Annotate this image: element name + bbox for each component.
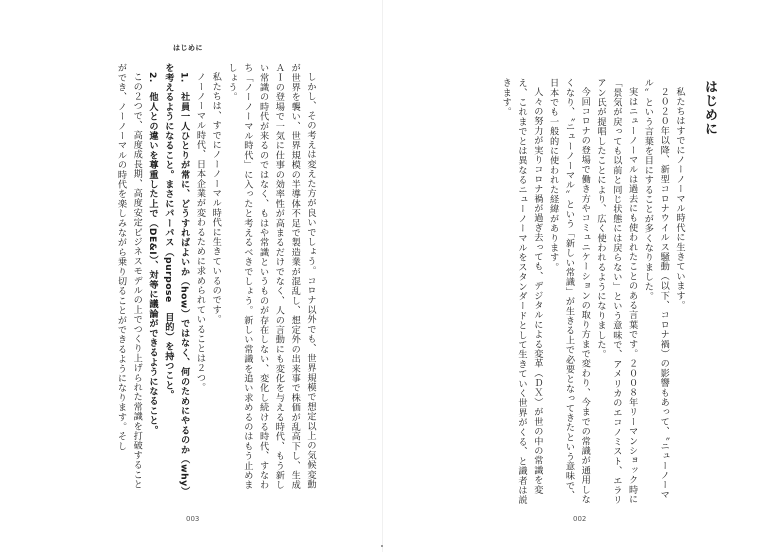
list-text: 他人との違いを尊重した上で（DE&I）、対等に議論ができるようになること。 <box>147 92 159 436</box>
page-number-left: 003 <box>186 515 200 523</box>
body-paragraph: 人々の努力が実りコロナ禍が過ぎ去っても、デジタルによる変革（ＤＸ）が世の中の常識を変え、これまでとは異なるニューノーマルをスタンダードとして生きていく世界がくる、と識者は説きます。 <box>500 78 543 505</box>
list-text: 社員一人ひとりが常に、どうすればよいか（how）ではなく、何のためにやるのか（why）を考えるようになること。まさにパーパス（purpose 目的）を持つこと。 <box>162 63 190 492</box>
right-page <box>383 0 765 552</box>
body-paragraph: この２つで、高度成長期、高度安定ビジネスモデルの上でつくり上げられた常識を打破することができ、ノーノーマルの時代を楽しみながら乗り切ることができるようになります。そし <box>115 63 143 490</box>
left-page <box>0 0 382 552</box>
list-item <box>160 63 192 493</box>
body-paragraph: ノーノーマル時代、日本企業が変わるために求められていることは２つ。 <box>194 72 206 393</box>
list-number: 1. <box>178 72 190 84</box>
body-paragraph: ２０２０年以降、新型コロナウイルス騒動（以下、コロナ禍）の影響もあって、〝ニューノーマル〟という言葉を目にすることが多くなりました。 <box>642 78 670 500</box>
right-page-body <box>497 78 687 508</box>
list-number: 2. <box>147 72 159 84</box>
chapter-title: はじめに <box>702 80 717 136</box>
list-item <box>144 63 160 493</box>
running-head: はじめに <box>173 44 203 52</box>
page-number-right: 002 <box>573 515 587 523</box>
left-page-body <box>113 63 318 493</box>
body-paragraph: 私たちはすでにノーノーマル時代に生きています。 <box>674 87 685 311</box>
body-paragraph: 今回コロナの登場で働き方やコミュニケーションの取り方まで変わり、今までの常識が通用しなくなり、〝ニューノーマル〟という「新しい常識」が生きる上で必要となってきたという意味で、日本でも一般的に使われた経緯があります。 <box>547 78 591 505</box>
body-paragraph: 実はニューノーマルは過去にも使われたことのある言葉です。２００８年リーマンショック時に「景気が戻っても以前と同じ状態には戻らない」という意味で、アメリカのエコノミスト、エラリアン氏が提唱したことにより、広く使われるようになりました。 <box>595 78 638 505</box>
body-paragraph: しかし、その考えは変えた方が良いでしょう。コロナ以外でも、世界規模で想定以上の気候変動が世界を襲い、世界規模の半導体不足で製造業が混乱し、想定外の出来事で株価が乱高下し、生成ＡＩの登場で一気に仕事の効率性が高まるだけでなく、人の言動にも変化を与える時代、もう新しい常識の時代が来るのではなく、もはや常識というものが存在しない、変化し続ける時代、すなわち「ノーノーマル時代」に入ったと考えるべきでしょう。新しい常識を追い求めるのはもう止めましょう。 <box>226 63 316 490</box>
body-paragraph: 私たちは、すでにノーノーマル時代に生きているのです。 <box>210 72 222 325</box>
